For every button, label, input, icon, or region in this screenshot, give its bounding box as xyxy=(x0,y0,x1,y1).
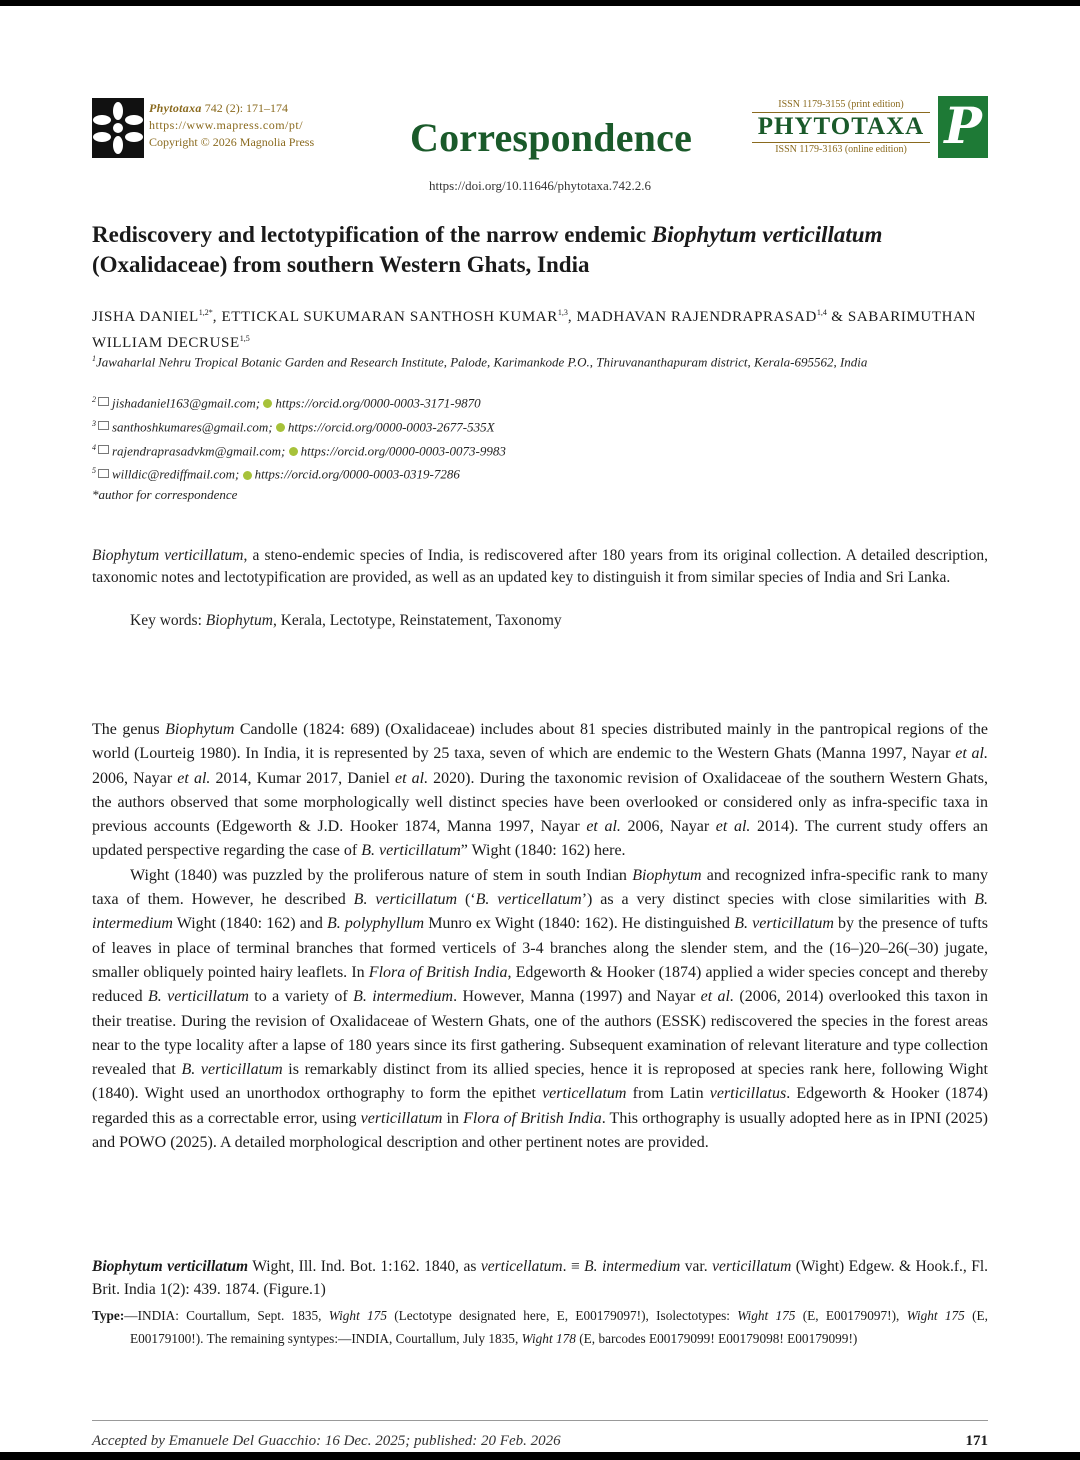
envelope-icon xyxy=(98,421,109,430)
orcid-icon xyxy=(276,423,285,432)
top-border xyxy=(0,0,1080,6)
text-run: et al. xyxy=(700,988,735,1006)
journal-brand: PHYTOTAXA xyxy=(757,113,925,140)
contact-line xyxy=(92,414,992,438)
text-run: (E, barcodes E00179099! E00179098! E00179099!) xyxy=(575,1330,858,1346)
journal-brand-block xyxy=(746,98,936,156)
issn-print: ISSN 1179-3155 (print edition) xyxy=(778,99,904,110)
text-run: verticellatum xyxy=(480,1258,563,1275)
contact-line xyxy=(92,461,992,485)
text-run: verticellatum xyxy=(542,1085,627,1103)
author-name: SABARIMUTHAN WILLIAM DECRUSE xyxy=(92,309,976,351)
text-run: Wight 178 xyxy=(521,1330,576,1346)
text-run: to a variety of xyxy=(248,988,354,1006)
contact-line xyxy=(92,438,992,462)
phytotaxa-p-logo: P xyxy=(938,96,988,158)
text-run: Wight (1840) was puzzled by the proliferous nature of stem in south Indian xyxy=(130,866,633,884)
text-run: (‘ xyxy=(457,891,476,909)
article-title xyxy=(92,220,992,280)
abstract-species: Biophytum verticillatum xyxy=(92,547,244,564)
text-run: Flora of British India xyxy=(368,963,508,981)
affiliation-sup: 1 xyxy=(92,354,96,363)
text-run: Wight 175 xyxy=(737,1308,796,1323)
magnolia-press-logo xyxy=(92,98,144,158)
text-run: Wight, Ill. Ind. Bot. 1:162. 1840, as xyxy=(248,1258,481,1275)
text-run: from Latin xyxy=(626,1085,710,1103)
orcid-icon xyxy=(289,447,298,456)
title-species: Biophytum verticillatum xyxy=(651,222,883,247)
author-name: MADHAVAN RAJENDRAPRASAD xyxy=(576,309,817,325)
text-run: Wight (1840: 162) and xyxy=(172,915,327,933)
keywords xyxy=(130,610,990,632)
type-entry xyxy=(92,1305,988,1350)
body-text xyxy=(92,718,988,1155)
text-run: 2006, Nayar xyxy=(620,818,716,836)
envelope-icon xyxy=(98,469,109,478)
text-run: Munro ex Wight (1840: 162). He distinguished xyxy=(424,915,735,933)
footer-rule xyxy=(92,1420,988,1421)
contact-sup: 2 xyxy=(92,395,96,404)
keywords-list: , Kerala, Lectotype, Reinstatement, Taxonomy xyxy=(272,612,562,629)
affiliation xyxy=(92,350,992,371)
bottom-border xyxy=(0,1452,1080,1460)
text-run: . Edgeworth & Hooker (1874) regarded this as a correctable error, using xyxy=(92,1085,988,1127)
text-run: B. polyphyllum xyxy=(326,915,425,933)
text-run: B. intermedium xyxy=(584,1258,681,1275)
text-run: Wight 175 xyxy=(906,1308,965,1323)
text-run: . However, Manna (1997) and Nayar xyxy=(453,988,701,1006)
text-run: —INDIA: Courtallum, Sept. 1835, xyxy=(124,1308,329,1323)
text-run: B. verticillatum xyxy=(181,1061,283,1079)
author-affiliation-sup: 1,2* xyxy=(198,308,213,317)
text-run: verticillatum xyxy=(360,1109,443,1127)
affiliation-text: Jawaharlal Nehru Tropical Botanic Garden and Research Institute, Palode, Karimankode P.O., Thiruvananthapuram district, Kerala-695562, India xyxy=(96,354,868,370)
author-separator: , xyxy=(212,309,222,325)
text-run: var. xyxy=(680,1258,713,1275)
text-run: et al. xyxy=(715,818,751,836)
page-number: 171 xyxy=(965,1433,988,1449)
text-run: ” Wight (1840: 162) here. xyxy=(460,842,626,860)
author-separator: & xyxy=(826,309,848,325)
correspondence-note: *author for correspondence xyxy=(92,487,238,503)
text-run: ’) as a very distinct species with close similarities with xyxy=(581,891,975,909)
contact-sup: 4 xyxy=(92,442,96,452)
keywords-label: Key words: xyxy=(130,612,202,629)
text-run: (E, E00179100!). The remaining syntypes:—INDIA, Courtallum, July 1835, xyxy=(130,1308,988,1346)
orcid-link[interactable]: https://orcid.org/0000-0003-2677-535X xyxy=(287,419,495,435)
journal-volume: 742 (2): 171–174 xyxy=(201,101,289,115)
email-link[interactable]: willdic@rediffmail.com; xyxy=(112,466,243,482)
text-run: B. verticellatum xyxy=(475,891,582,909)
author-affiliation-sup: 1,5 xyxy=(239,334,250,343)
journal-url-link[interactable]: https://www.mapress.com/pt/ xyxy=(149,118,304,132)
journal-name: Phytotaxa xyxy=(149,101,202,115)
author-name: JISHA DANIEL xyxy=(92,309,199,325)
orcid-icon xyxy=(243,471,252,480)
text-run: . ≡ xyxy=(562,1258,585,1275)
text-run: Candolle (1824: 689) (Oxalidaceae) includes about 81 species distributed mainly in the pantropical regions of the world (Lourteig 1980). In India, it is represented by 25 taxa, seven of which are endemic to the Western Ghats (Manna 1997, Nayar xyxy=(92,721,988,763)
text-run: (Wight) Edgew. & Hook.f., Fl. Brit. India 1(2): 439. 1874. (Figure.1) xyxy=(92,1258,988,1298)
text-run: is remarkably distinct from its allied species, hence it is reproposed at species rank here, following Wight (1840). Wight used an unorthodox orthography to form the epithet xyxy=(92,1061,989,1103)
envelope-icon xyxy=(98,445,109,454)
abstract xyxy=(92,545,988,588)
issn-online: ISSN 1179-3163 (online edition) xyxy=(775,144,907,155)
copyright-text: Copyright © 2026 Magnolia Press xyxy=(149,135,315,149)
abstract-text: , a steno-endemic species of India, is rediscovered after 180 years from its original collection. A detailed description, taxonomic notes and lectotypification are provided, as well as an updated key to distinguish it from similar species of India and Sri Lanka. xyxy=(92,547,988,586)
text-run: B. verticillatum xyxy=(361,842,461,860)
species-entry xyxy=(92,1256,988,1301)
text-run: verticillatum xyxy=(712,1258,792,1275)
text-run xyxy=(92,1258,248,1275)
journal-citation xyxy=(149,100,314,151)
text-run: Biophytum xyxy=(165,721,235,738)
text-run: B. verticillatum xyxy=(734,915,834,933)
contact-line xyxy=(92,390,992,414)
text-run: et al. xyxy=(586,818,621,836)
text-run: The genus xyxy=(92,721,166,738)
email-link[interactable]: rajendraprasadvkm@gmail.com; xyxy=(112,442,289,458)
title-text-2: (Oxalidaceae) from southern Western Ghats, India xyxy=(92,252,590,277)
text-run: Biophytum xyxy=(632,866,702,884)
text-run: , Edgeworth & Hooker (1874) applied a wider species concept and thereby reduced xyxy=(92,963,989,1006)
text-run: Biophytum verticillatum xyxy=(92,1258,249,1275)
text-run: (2006, 2014) overlooked this taxon in their treatise. During the revision of Oxalidaceae of Western Ghats, one of the authors (ESSK) rediscovered the species in the forest areas near to the type locality after a lapse of 180 years since its first gathering. Subsequent examination of relevant literature and type collection revealed that xyxy=(92,988,988,1079)
email-link[interactable]: santhoshkumares@gmail.com; xyxy=(112,419,276,435)
text-run: Type: xyxy=(92,1308,125,1323)
text-run: Flora of British India xyxy=(463,1109,602,1127)
text-run: by the presence of tufts of leaves in place of terminal branches that formed verticels of 3-4 branches along the slender stem, and the (16–)20–26(–30) jugate, smaller obliquely pointed hairy leaflets. In xyxy=(92,915,989,981)
orcid-icon xyxy=(263,399,272,408)
text-run: et al. xyxy=(955,745,988,763)
orcid-link[interactable]: https://orcid.org/0000-0003-0319-7286 xyxy=(254,466,460,482)
doi-link[interactable]: https://doi.org/10.11646/phytotaxa.742.2.6 xyxy=(428,178,652,193)
text-run: B. verticillatum xyxy=(353,891,458,909)
text-run: 2020). During the taxonomic revision of Oxalidaceae of the southern Western Ghats, the authors observed that some morphologically well distinct species have been overlooked or considered only as infra-specific taxa in previous accounts (Edgeworth & J.D. Hooker 1874, Manna 1997, Nayar xyxy=(92,769,988,836)
text-run: and recognized infra-specific rank to many taxa of them. However, he described xyxy=(92,866,989,909)
contact-sup: 3 xyxy=(92,418,96,428)
section-title: Correspondence xyxy=(410,115,693,160)
orcid-link[interactable]: https://orcid.org/0000-0003-3171-9870 xyxy=(275,395,481,411)
author-list xyxy=(92,302,992,354)
email-link[interactable]: jishadaniel163@gmail.com; xyxy=(112,395,264,411)
author-affiliation-sup: 1,4 xyxy=(816,308,827,317)
text-run: 2014, Kumar 2017, Daniel xyxy=(210,769,395,787)
text-run: B. verticillatum xyxy=(148,988,249,1006)
acceptance-note: Accepted by Emanuele Del Guacchio: 16 Dec. 2025; published: 20 Feb. 2026 xyxy=(92,1433,561,1449)
contact-sup: 5 xyxy=(92,466,96,476)
text-run: (E, E00179097!), xyxy=(795,1308,907,1323)
text-run: et al. xyxy=(394,769,429,787)
orcid-link[interactable]: https://orcid.org/0000-0003-0073-9983 xyxy=(300,442,506,458)
text-run: et al. xyxy=(177,769,211,787)
author-name: ETTICKAL SUKUMARAN SANTHOSH KUMAR xyxy=(221,309,558,325)
contact-list xyxy=(92,390,992,506)
text-run: B. intermedium xyxy=(353,988,454,1006)
text-run: (Lectotype designated here, E, E00179097!), Isolectotypes: xyxy=(386,1308,738,1323)
text-run: 2006, Nayar xyxy=(92,769,178,787)
keywords-genus: Biophytum xyxy=(205,612,273,629)
body-paragraph-2 xyxy=(92,864,988,1156)
author-affiliation-sup: 1,3 xyxy=(557,308,568,317)
text-run: . This orthography is usually adopted here as in IPNI (2025) and POWO (2025). A detailed morphological description and other pertinent notes are provided. xyxy=(92,1109,989,1152)
envelope-icon xyxy=(98,397,109,406)
body-paragraph-1 xyxy=(92,718,988,864)
author-separator: , xyxy=(567,309,577,325)
text-run: verticillatus xyxy=(709,1085,787,1103)
text-run: 2014). The current study offers an updated perspective regarding the case of xyxy=(92,818,988,860)
text-run: Wight 175 xyxy=(328,1308,387,1323)
text-run: in xyxy=(442,1109,464,1127)
title-text-1: Rediscovery and lectotypification of the narrow endemic xyxy=(92,222,652,247)
text-run: B. intermedium xyxy=(92,891,989,933)
